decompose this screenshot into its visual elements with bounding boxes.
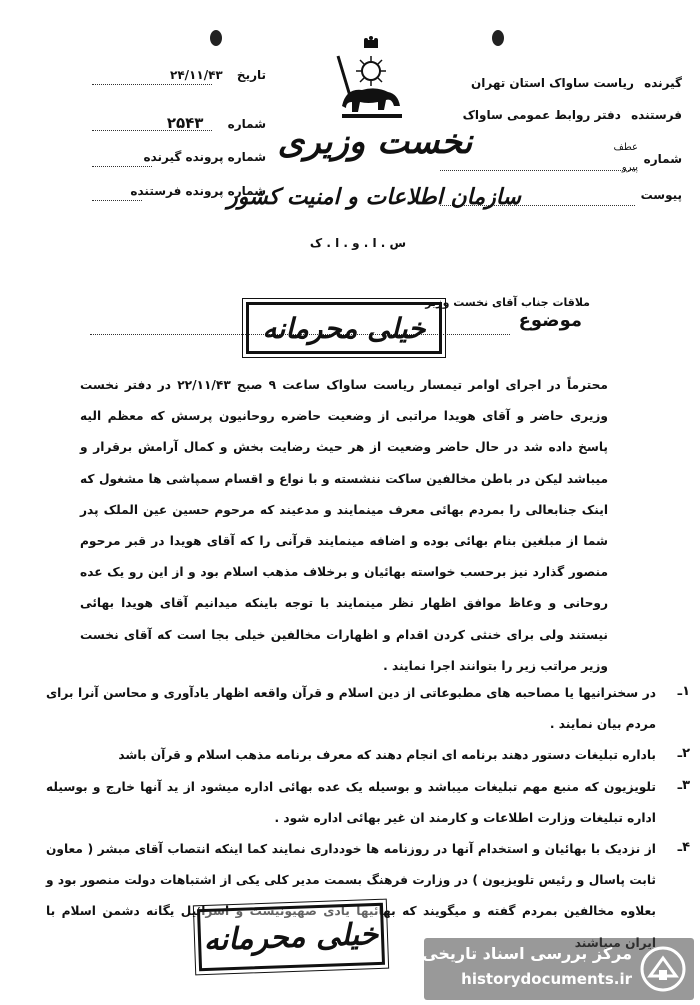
recipient-value: ریاست ساواک استان تهران: [471, 76, 634, 90]
list-item: [20, 740, 690, 772]
sender-file-dotline: [92, 200, 142, 201]
peyro-label: پیرو: [621, 162, 638, 173]
atf-label: عطف: [613, 142, 638, 153]
date-dotline: [92, 84, 212, 85]
item-number: ۳ـ: [677, 778, 690, 793]
number2-dotline: [92, 130, 212, 131]
number2-label: شماره: [227, 117, 266, 131]
stamp-text: خیلی محرمانه: [262, 311, 426, 345]
archive-logo-icon: [640, 946, 686, 992]
lion-and-sun-emblem: [328, 36, 414, 122]
number2-value: ۲۵۴۳: [166, 114, 204, 132]
watermark-title: مرکز بررسی اسناد تاریخی: [422, 944, 632, 963]
item-text: تلویزیون که منبع مهم تبلیغات میباشد و بوسیله یک عده بهائی اداره میشود از ید آنها خارج و بوسیله اداره تبلیغات وزارت اطلاعات و کارمند ان غیر بهائی اداره شود .: [46, 780, 656, 826]
org-code: س . ا . و . ا . ک: [309, 236, 407, 250]
subject-value: ملاقات جناب آقای نخست وزیر: [425, 296, 590, 309]
sender-value: دفتر روابط عمومی ساواک: [462, 108, 621, 122]
date-label: تاریخ: [236, 68, 266, 82]
watermark: [424, 938, 694, 1000]
recipient-file-label: شماره پرونده گیرنده: [143, 150, 266, 164]
item-number: ۲ـ: [677, 746, 690, 761]
number-label: شماره: [643, 152, 682, 166]
org-title: نخست وزیری: [277, 122, 473, 162]
subject-label: موضوع: [518, 310, 582, 331]
item-number: ۱ـ: [677, 684, 690, 699]
body-paragraph: محترماً در اجرای اوامر تیمسار ریاست ساواک ساعت ۹ صبح ۲۲/۱۱/۴۳ در دفتر نخست وزیری حاضر و آقای هویدا مراتبی از وضعیت حاضره روحانیون پرسش که معظم الیه پاسخ داده شد در حال حاضر وضعیت از هر حیث رضایت بخش و کمال آرامش برقرار و میباشد لیکن در باطن مخالفین ساکت ننشسته و با نواع و اقسام سمپاشی ها مشغول که اینک جنابعالی را بمردم بهائی معرف مینمایند و مدعیند که مرحوم حسین عین الملک پدر شما از مبلغین بنام بهائی بوده و اضافه مینمایند قرآنی را که آقای هویدا در قبر مرحوم منصور گذارد نیز برحسب خواسته بهائیان و برخلاف مذهب اسلام بود و از این رو یک عده روحانی و وعاظ موافق اظهار نظر مینمایند با توجه باینکه میدانیم آقای هویدا بهائی نیستند ولی برای خنثی کردن اقدام و اظهارات مخالفین خیلی بجا است که آقای نخست وزیر مراتب زیر را بتوانند اجرا نمایند .: [80, 378, 608, 673]
sender-file-label: شماره پرونده فرستنده: [130, 184, 266, 198]
item-text: در سخنرانیها یا مصاحبه های مطبوعاتی از دین اسلام و قرآن واقعه اظهار یادآوری و محاسن آنرا برای مردم بیان نمایند .: [46, 686, 656, 732]
item-text: باداره تبلیغات دستور دهند برنامه ای انجام دهند که معرف برنامه مذهب اسلام و قرآن باشد: [118, 748, 656, 762]
item-number: ۴ـ: [677, 840, 690, 855]
sender-row: [463, 108, 682, 122]
list-item: [20, 772, 690, 834]
recipient-label: گیرنده: [644, 76, 682, 90]
recipient-file-row: [88, 150, 266, 164]
number-row: [644, 152, 682, 166]
recipient-file-dotline: [92, 166, 152, 167]
punch-hole: [210, 30, 222, 46]
watermark-url: historydocuments.ir: [461, 970, 632, 988]
top-secret-stamp: [246, 302, 442, 354]
punch-hole: [492, 30, 504, 46]
list-item: [20, 678, 690, 740]
sender-label: فرستنده: [631, 108, 682, 122]
org-subtitle: سازمان اطلاعات و امنیت کشور: [227, 184, 521, 210]
date-value: ۲۴/۱۱/۴۳: [170, 68, 223, 82]
attachment-label: پیوست: [640, 188, 682, 202]
item-text: از نزدیک با بهائیان و استخدام آنها در روزنامه ها خودداری نمایند کما اینکه انتصاب آقای مبشر ( معاون ثابت پاسال و رئیس تلویزیون ) در وزارت فرهنگ بسمت مدیر کلی یکی از اشتباهات دولت منصور بود و بعلاوه مخالفین بمردم گفته و میگویند که بهائیها یادی صهیونیست و اسرائیل یگانه دشمن اسلام با: [46, 842, 656, 919]
attachment-row: [641, 188, 682, 202]
stamp-text: خیلی محرمانه: [203, 916, 379, 958]
bottom-secret-stamp: [197, 903, 385, 971]
date-row: [88, 68, 266, 82]
recipient-row: [471, 76, 682, 90]
number-dotline: [440, 170, 635, 171]
